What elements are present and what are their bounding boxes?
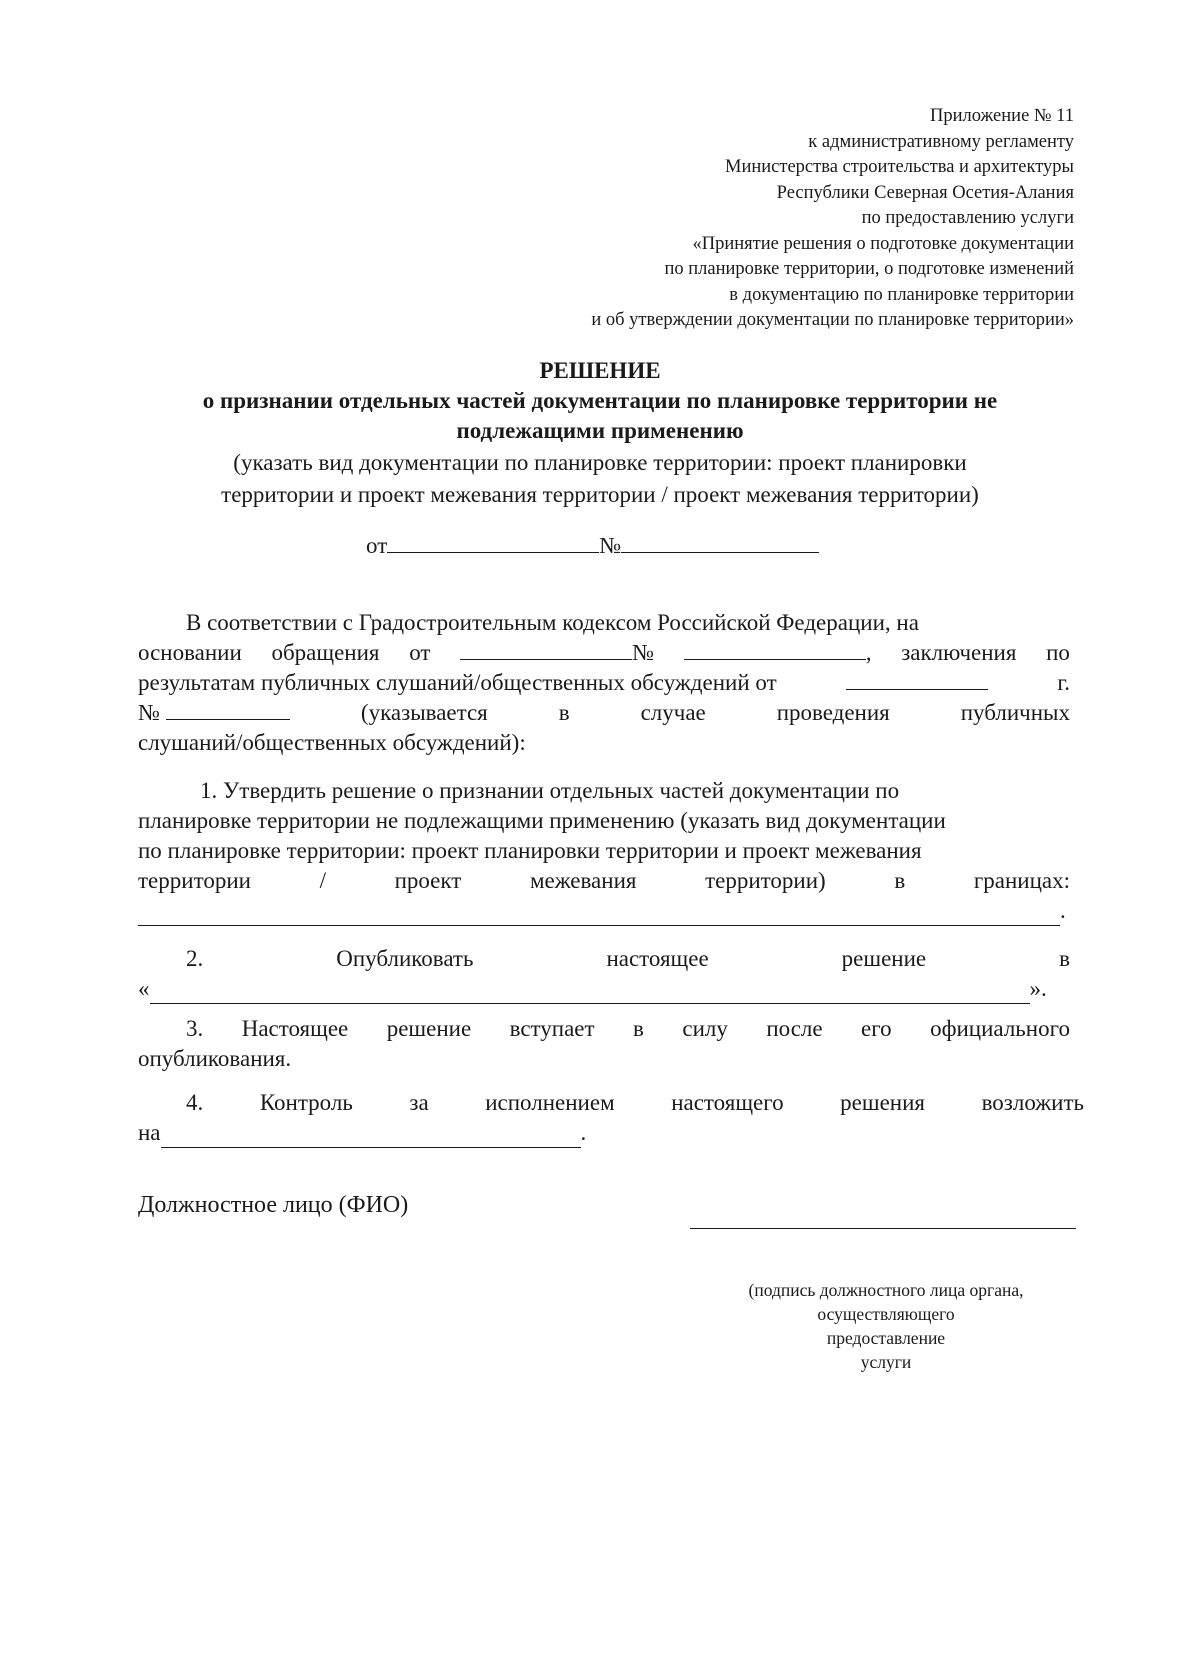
item-word: 2. [186, 946, 204, 971]
title-main: РЕШЕНИЕ [539, 358, 661, 383]
item-line: опубликования. [138, 1046, 292, 1071]
item-line [138, 866, 1070, 896]
appeal-number-blank [684, 639, 866, 660]
intro-word: № [138, 700, 160, 725]
item-word: Настоящее [241, 1016, 349, 1041]
item-word: силу [682, 1016, 728, 1041]
official-label: Должностное лицо (ФИО) [138, 1192, 409, 1218]
item-word: 3. [186, 1016, 204, 1041]
item-line: по планировке территории: проект планировки территории и проект межевания [138, 838, 922, 863]
signature-note-line: (подпись должностного лица органа, [748, 1280, 1024, 1300]
item-word: за [409, 1090, 429, 1115]
intro-word: от [409, 640, 431, 665]
item-word: решение [386, 1016, 472, 1041]
signature-note-line: предоставление [826, 1328, 946, 1348]
item-line: планировке территории не подлежащими применению (указать вид документации [138, 808, 946, 833]
item-4 [138, 1088, 1084, 1148]
item-line [138, 896, 1070, 926]
item-line [138, 1088, 1084, 1118]
intro-word: в [558, 700, 570, 725]
item-word: настоящее [606, 946, 709, 971]
intro-word: случае [640, 700, 706, 725]
item-word: . [1060, 898, 1066, 923]
item-line [138, 1014, 1070, 1044]
intro-word: (указывается [360, 700, 488, 725]
signature-note-line: услуги [860, 1352, 912, 1372]
annex-header [591, 104, 1074, 334]
item-3 [138, 1014, 1070, 1074]
responsible-person-blank [161, 1127, 581, 1148]
intro-word: г. [1057, 670, 1070, 695]
item-2 [138, 944, 1070, 1004]
item-word: проект [394, 868, 462, 893]
item-word: территории) [705, 868, 826, 893]
intro-word: , [865, 640, 872, 665]
signature-note-line: осуществляющего [817, 1304, 955, 1324]
annex-line: в документацию по планировке территории [729, 284, 1074, 305]
date-from-label: от [366, 533, 388, 558]
appeal-date-blank [460, 639, 632, 660]
date-blank [387, 532, 599, 553]
item-word: возложить [981, 1090, 1084, 1115]
intro-word: по [1046, 640, 1070, 665]
annex-line: и об утверждении документации по планировке территории» [591, 310, 1074, 330]
borders-blank [138, 903, 1060, 926]
intro-word: проведения [776, 700, 890, 725]
publication-source-blank [150, 983, 1030, 1004]
annex-line: Приложение № 11 [929, 106, 1074, 126]
item-word: на [138, 1120, 161, 1145]
item-word: . [580, 1120, 587, 1145]
item-line: 1. Утвердить решение о признании отдельных частей документации по [200, 778, 900, 803]
item-word: после [766, 1016, 823, 1041]
annex-line: по предоставлению услуги [861, 208, 1074, 228]
item-word: / [319, 868, 326, 893]
item-word: « [138, 976, 150, 1001]
item-word: в [894, 868, 906, 893]
item-word: вступает [509, 1016, 595, 1041]
intro-line: слушаний/общественных обсуждений): [138, 730, 526, 755]
item-word: территории [138, 868, 251, 893]
signature-line [690, 1228, 1076, 1229]
item-line [138, 974, 1070, 1004]
intro-line [138, 698, 1070, 728]
intro-line [138, 638, 1070, 668]
date-number-line [366, 532, 819, 560]
annex-line: по планировке территории, о подготовке изменений [664, 259, 1074, 279]
annex-line: Республики Северная Осетия-Алания [776, 182, 1074, 203]
intro-line [138, 668, 1070, 698]
item-line [138, 1118, 1070, 1148]
item-line [138, 944, 1070, 974]
item-word: Контроль [259, 1090, 353, 1115]
item-word: 4. [186, 1090, 204, 1115]
document-title [0, 356, 1200, 510]
annex-line: «Принятие решения о подготовке документации [692, 233, 1074, 254]
annex-line: Министерства строительства и архитектуры [725, 157, 1074, 177]
item-word: исполнением [485, 1090, 615, 1115]
intro-word: обращения [271, 640, 380, 665]
intro-line: В соответствии с Градостроительным кодексом Российской Федерации, на [186, 610, 919, 635]
title-note-line: территории и проект межевания территории / проект межевания территории) [221, 482, 979, 507]
item-word: границах: [973, 868, 1070, 893]
title-sub-line: подлежащими применению [456, 418, 744, 443]
intro-word: результатам публичных слушаний/общественных обсуждений от [138, 670, 777, 695]
intro-paragraph [138, 608, 1070, 758]
title-sub-line: о признании отдельных частей документации по планировке территории не [202, 388, 998, 413]
hearing-number-blank [166, 699, 290, 720]
hearing-date-blank [846, 669, 988, 690]
item-word: решение [841, 946, 927, 971]
number-blank [621, 532, 819, 553]
intro-word: заключения [901, 640, 1017, 665]
item-word: ». [1029, 976, 1047, 1001]
item-word: решения [840, 1090, 925, 1115]
title-note-line: (указать вид документации по планировке территории: проект планировки [233, 450, 967, 475]
intro-word: № [632, 640, 655, 665]
item-word: настоящего [671, 1090, 784, 1115]
item-word: в [1059, 946, 1070, 971]
item-word: его [861, 1016, 892, 1041]
item-1 [138, 776, 1070, 926]
intro-word: публичных [960, 700, 1070, 725]
intro-word: основании [138, 640, 242, 665]
number-label: № [599, 533, 622, 558]
signature-note [706, 1278, 1066, 1374]
item-word: межевания [529, 868, 637, 893]
item-word: Опубликовать [336, 946, 474, 971]
item-word: в [633, 1016, 644, 1041]
item-word: официального [930, 1016, 1070, 1041]
annex-line: к административному регламенту [808, 131, 1074, 152]
